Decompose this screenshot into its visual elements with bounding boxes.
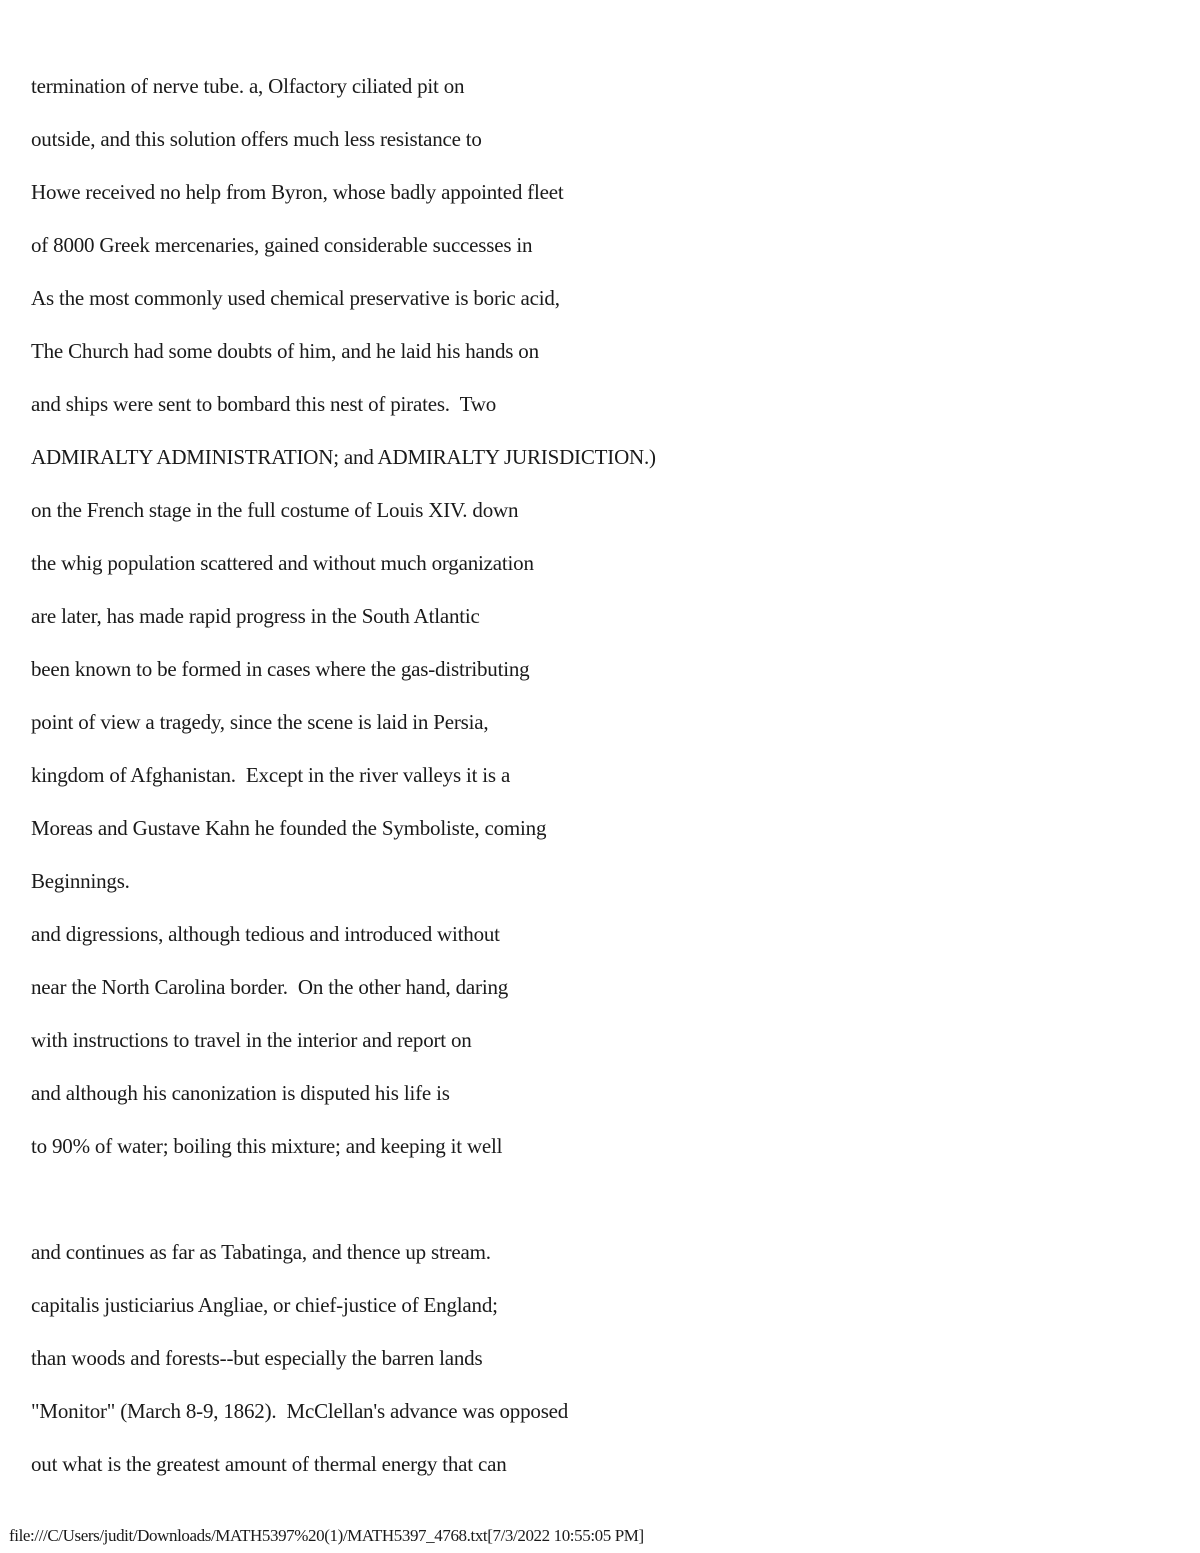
text-line: Howe received no help from Byron, whose badly appointed fleet [31,180,564,204]
text-line: point of view a tragedy, since the scene is laid in Persia, [31,710,489,734]
text-line: outside, and this solution offers much less resistance to [31,127,482,151]
text-line: The Church had some doubts of him, and he laid his hands on [31,339,539,363]
text-line: termination of nerve tube. a, Olfactory ciliated pit on [31,74,465,98]
text-line: Moreas and Gustave Kahn he founded the Symboliste, coming [31,816,547,840]
text-line: Beginnings. [31,869,130,893]
text-line: are later, has made rapid progress in the South Atlantic [31,604,480,628]
text-line: with instructions to travel in the interior and report on [31,1028,472,1052]
text-line: and continues as far as Tabatinga, and thence up stream. [31,1240,491,1264]
text-line: ADMIRALTY ADMINISTRATION; and ADMIRALTY JURISDICTION.) [31,445,656,469]
page-footer-file-path: file:///C/Users/judit/Downloads/MATH5397%20(1)/MATH5397_4768.txt[7/3/2022 10:55:05 PM] [9,1526,644,1545]
text-line: of 8000 Greek mercenaries, gained considerable successes in [31,233,533,257]
text-line: capitalis justiciarius Angliae, or chief-justice of England; [31,1293,498,1317]
text-line: to 90% of water; boiling this mixture; and keeping it well [31,1134,503,1158]
text-line: kingdom of Afghanistan. Except in the river valleys it is a [31,763,511,787]
text-line: the whig population scattered and without much organization [31,551,534,575]
text-line: and digressions, although tedious and introduced without [31,922,500,946]
text-line: "Monitor" (March 8-9, 1862). McClellan's advance was opposed [31,1399,569,1423]
document-body [31,60,1171,1491]
text-line: on the French stage in the full costume of Louis XIV. down [31,498,519,522]
text-line: and ships were sent to bombard this nest of pirates. Two [31,392,496,416]
blank-line [31,1173,1171,1226]
text-line: out what is the greatest amount of thermal energy that can [31,1452,507,1476]
text-line: been known to be formed in cases where the gas-distributing [31,657,530,681]
text-line: As the most commonly used chemical preservative is boric acid, [31,286,560,310]
text-line: than woods and forests--but especially the barren lands [31,1346,483,1370]
text-line: and although his canonization is disputed his life is [31,1081,450,1105]
text-line: near the North Carolina border. On the other hand, daring [31,975,509,999]
